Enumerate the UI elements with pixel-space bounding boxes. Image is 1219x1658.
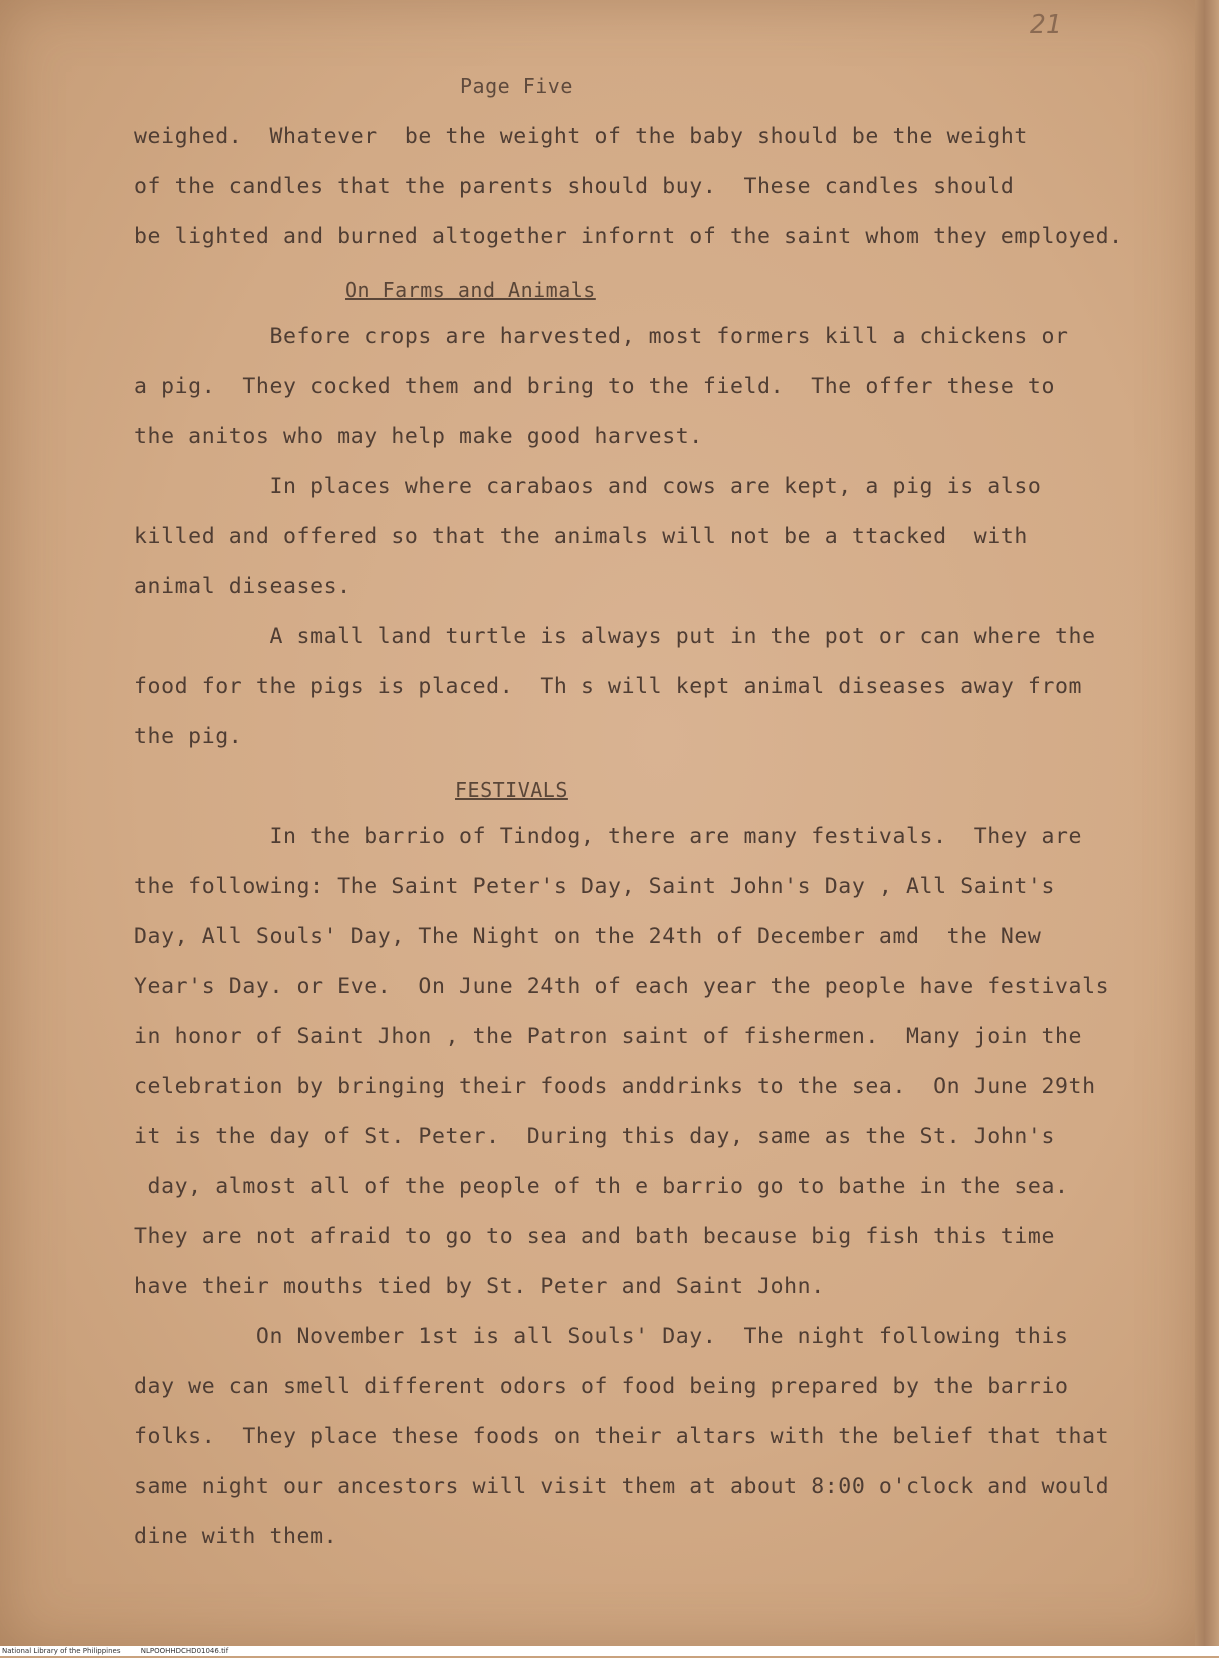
text-line: a pig. They cocked them and bring to the field. The offer these to bbox=[134, 374, 1055, 399]
text-line: Year's Day. or Eve. On June 24th of each year the people have festivals bbox=[134, 974, 1110, 999]
text-line: the anitos who may help make good harvest. bbox=[134, 424, 703, 449]
text-line: celebration by bringing their foods anddrinks to the sea. On June 29th bbox=[134, 1074, 1096, 1099]
page-header: Page Five bbox=[460, 74, 573, 98]
text-line: On November 1st is all Souls' Day. The night following this bbox=[134, 1324, 1069, 1349]
text-line: same night our ancestors will visit them at about 8:00 o'clock and would bbox=[134, 1474, 1110, 1499]
text-line: A small land turtle is always put in the pot or can where the bbox=[134, 624, 1096, 649]
text-line: day, almost all of the people of th e barrio go to bathe in the sea. bbox=[134, 1174, 1069, 1199]
text-line: day we can smell different odors of food being prepared by the barrio bbox=[134, 1374, 1069, 1399]
scan-footer bbox=[0, 1646, 1219, 1656]
text-line: Before crops are harvested, most formers kill a chickens or bbox=[134, 324, 1069, 349]
library-name: National Library of the Philippines bbox=[2, 1647, 121, 1655]
text-line: They are not afraid to go to sea and bath because big fish this time bbox=[134, 1224, 1055, 1249]
text-line: the pig. bbox=[134, 724, 243, 749]
text-line: killed and offered so that the animals will not be a ttacked with bbox=[134, 524, 1028, 549]
text-line: animal diseases. bbox=[134, 574, 351, 599]
text-line: be lighted and burned altogether infornt of the saint whom they employed. bbox=[134, 224, 1123, 249]
text-line: food for the pigs is placed. Th s will kept animal diseases away from bbox=[134, 674, 1083, 699]
text-line: have their mouths tied by St. Peter and Saint John. bbox=[134, 1274, 825, 1299]
text-line: weighed. Whatever be the weight of the baby should be the weight bbox=[134, 124, 1028, 149]
text-line: it is the day of St. Peter. During this day, same as the St. John's bbox=[134, 1124, 1055, 1149]
text-line: folks. They place these foods on their altars with the belief that that bbox=[134, 1424, 1110, 1449]
corner-mark: 21 bbox=[1030, 10, 1062, 40]
file-id: NLPOOHHDCHD01046.tif bbox=[140, 1647, 229, 1655]
text-line: the following: The Saint Peter's Day, Saint John's Day , All Saint's bbox=[134, 874, 1055, 899]
text-line: in honor of Saint Jhon , the Patron saint of fishermen. Many join the bbox=[134, 1024, 1083, 1049]
page-edge bbox=[1195, 0, 1219, 1650]
text-line: In the barrio of Tindog, there are many festivals. They are bbox=[134, 824, 1083, 849]
text-line: dine with them. bbox=[134, 1524, 338, 1549]
section-heading: FESTIVALS bbox=[455, 778, 568, 802]
text-line: Day, All Souls' Day, The Night on the 24th of December amd the New bbox=[134, 924, 1042, 949]
section-heading: On Farms and Animals bbox=[345, 278, 596, 302]
text-line: of the candles that the parents should buy. These candles should bbox=[134, 174, 1015, 199]
text-line: In places where carabaos and cows are kept, a pig is also bbox=[134, 474, 1042, 499]
